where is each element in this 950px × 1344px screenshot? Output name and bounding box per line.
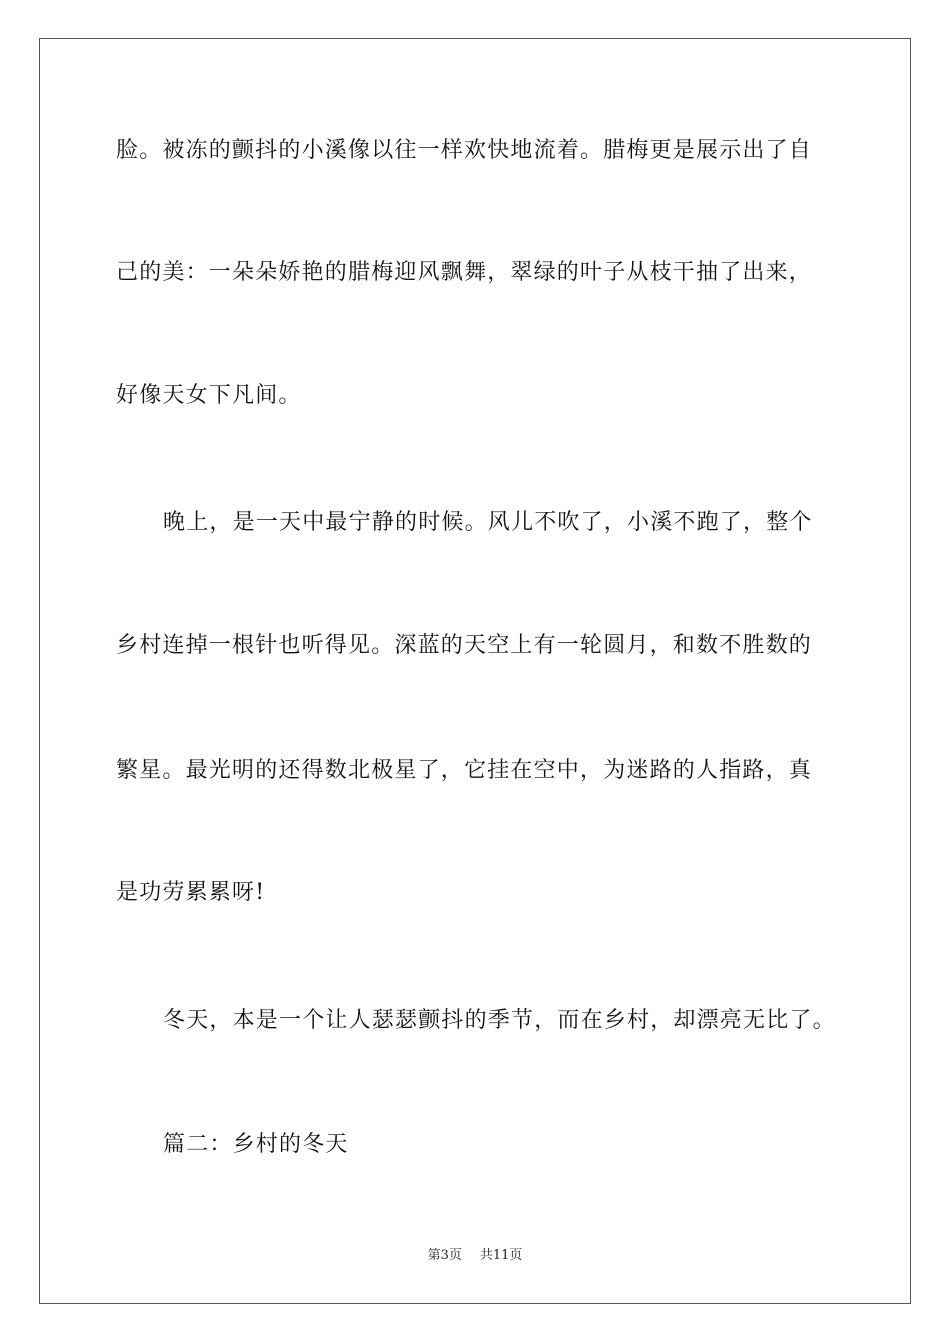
text-line: 繁星。最光明的还得数北极星了，它挂在空中，为迷路的人指路，真 bbox=[116, 758, 813, 783]
page-footer bbox=[0, 1247, 950, 1265]
text-line: 冬天，本是一个让人瑟瑟颤抖的季节，而在乡村，却漂亮无比了。 bbox=[163, 1008, 836, 1033]
text-line: 晚上，是一天中最宁静的时候。风儿不吹了，小溪不跑了，整个 bbox=[163, 510, 813, 535]
page-frame bbox=[39, 38, 911, 1304]
section-heading: 篇二：乡村的冬天 bbox=[163, 1132, 349, 1157]
text-line: 是功劳累累呀! bbox=[116, 880, 266, 905]
text-line: 乡村连掉一根针也听得见。深蓝的天空上有一轮圆月，和数不胜数的 bbox=[116, 633, 813, 658]
page-number: 第3页 bbox=[427, 1248, 462, 1263]
text-line: 好像天女下凡间。 bbox=[116, 383, 302, 408]
text-line: 脸。被冻的颤抖的小溪像以往一样欢快地流着。腊梅更是展示出了自 bbox=[116, 138, 813, 163]
text-line: 己的美：一朵朵娇艳的腊梅迎风飘舞，翠绿的叶子从枝干抽了出来， bbox=[116, 260, 813, 285]
page-total: 共11页 bbox=[479, 1248, 523, 1263]
